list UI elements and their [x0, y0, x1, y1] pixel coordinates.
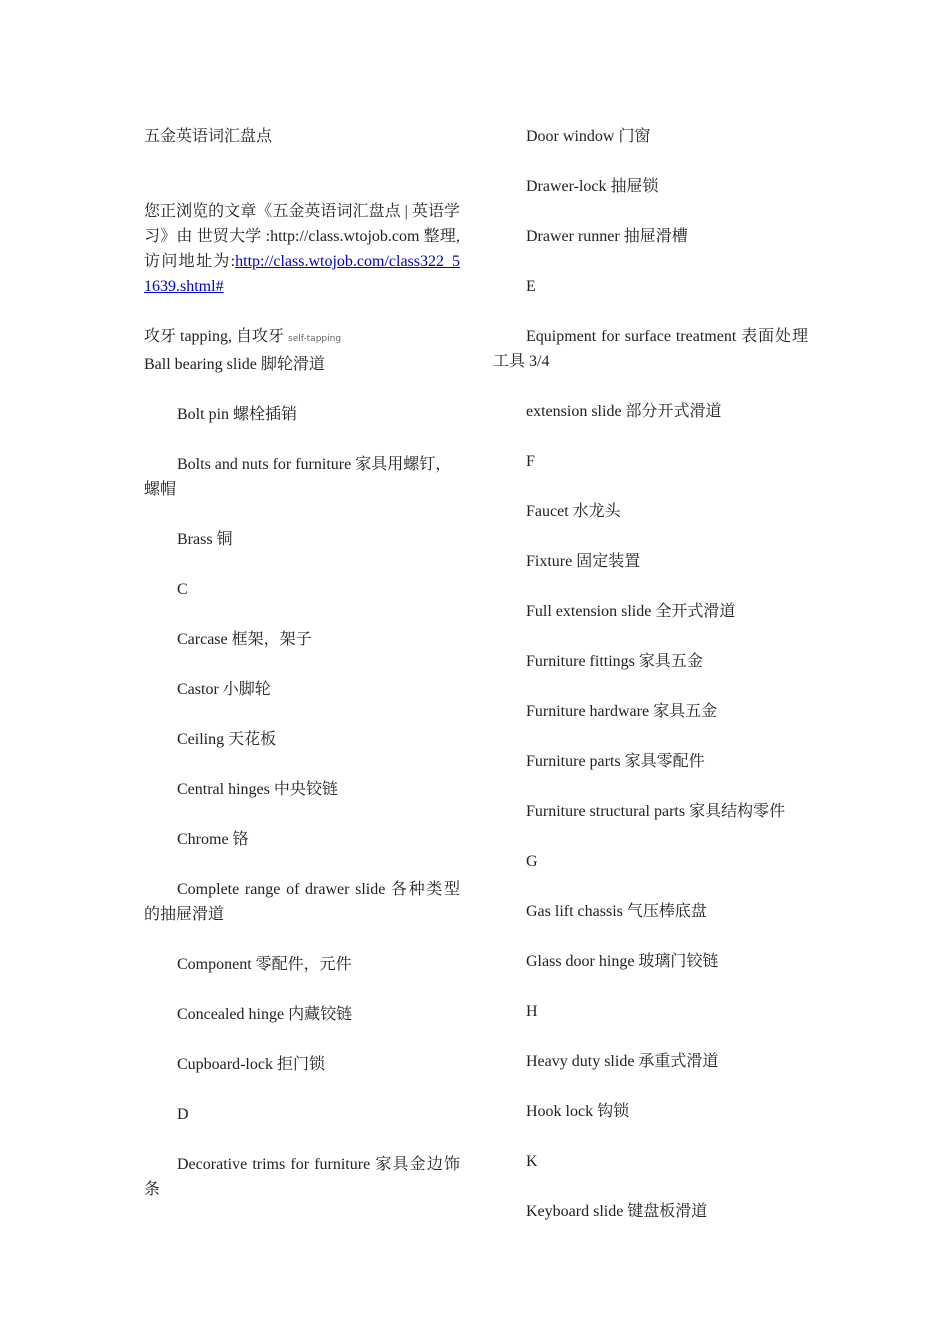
term-door-window: Door window 门窗	[526, 128, 651, 145]
section-letter-f: F	[526, 453, 535, 470]
term-brass: Brass 铜	[177, 531, 233, 548]
section-letter-e: E	[526, 278, 536, 295]
term-bolts-and-nuts: Bolts and nuts for furniture 家具用螺钉，螺帽	[144, 456, 452, 498]
section-letter-d: D	[177, 1106, 189, 1123]
term-gas-lift-chassis: Gas lift chassis 气压棒底盘	[526, 903, 707, 920]
intro-paragraph	[144, 199, 460, 299]
term-tapping	[144, 324, 460, 352]
section-letter-k: K	[526, 1153, 538, 1170]
left-column	[144, 124, 460, 1202]
term-heavy-duty-slide: Heavy duty slide 承重式滑道	[526, 1053, 719, 1070]
term-faucet: Faucet 水龙头	[526, 503, 621, 520]
term-castor: Castor 小脚轮	[177, 681, 271, 698]
section-letter-c: C	[177, 581, 188, 598]
term-furniture-structural-parts: Furniture structural parts 家具结构零件	[526, 803, 786, 820]
term-complete-range: Complete range of drawer slide 各种类型的抽屉滑道	[144, 881, 460, 923]
term-cupboard-lock: Cupboard-lock 拒门锁	[177, 1056, 325, 1073]
term-bolt-pin: Bolt pin 螺栓插销	[177, 406, 298, 423]
term-keyboard-slide: Keyboard slide 键盘板滑道	[526, 1203, 708, 1220]
term-drawer-runner: Drawer runner 抽屉滑槽	[526, 228, 688, 245]
term-glass-door-hinge: Glass door hinge 玻璃门铰链	[526, 953, 719, 970]
term-carcase: Carcase 框架，架子	[177, 631, 312, 648]
term-tapping-text: 攻牙 tapping, 自攻牙	[144, 328, 284, 345]
term-furniture-fittings: Furniture fittings 家具五金	[526, 653, 703, 670]
term-tapping-small: self-tapping	[288, 334, 342, 344]
term-concealed-hinge: Concealed hinge 内藏铰链	[177, 1006, 353, 1023]
section-letter-h: H	[526, 1003, 538, 1020]
term-ball-bearing-slide: Ball bearing slide 脚轮滑道	[144, 356, 325, 373]
term-extension-slide: extension slide 部分开式滑道	[526, 403, 722, 420]
term-furniture-hardware: Furniture hardware 家具五金	[526, 703, 718, 720]
section-letter-g: G	[526, 853, 538, 870]
term-decorative-trims: Decorative trims for furniture 家具金边饰条	[144, 1156, 460, 1198]
term-fixture: Fixture 固定装置	[526, 553, 641, 570]
term-drawer-lock: Drawer-lock 抽屉锁	[526, 178, 659, 195]
term-central-hinges: Central hinges 中央铰链	[177, 781, 338, 798]
term-furniture-parts: Furniture parts 家具零配件	[526, 753, 705, 770]
intro-text: 您正浏览的文章《五金英语词汇盘点 | 英语学习》由 世贸大学 :http://class.wtojob.com 整理,访问地址为:	[144, 203, 460, 270]
term-equipment-surface-treatment: Equipment for surface treatment 表面处理工具 3/4	[493, 328, 808, 370]
term-hook-lock: Hook lock 钩锁	[526, 1103, 630, 1120]
term-ceiling: Ceiling 天花板	[177, 731, 277, 748]
right-column	[493, 124, 808, 1224]
term-full-extension-slide: Full extension slide 全开式滑道	[526, 603, 736, 620]
term-component: Component 零配件，元件	[177, 956, 352, 973]
source-link[interactable]: http://class.wtojob.com/class322_51639.shtml#	[144, 253, 460, 295]
document-title: 五金英语词汇盘点	[144, 128, 273, 145]
term-chrome: Chrome 铬	[177, 831, 249, 848]
